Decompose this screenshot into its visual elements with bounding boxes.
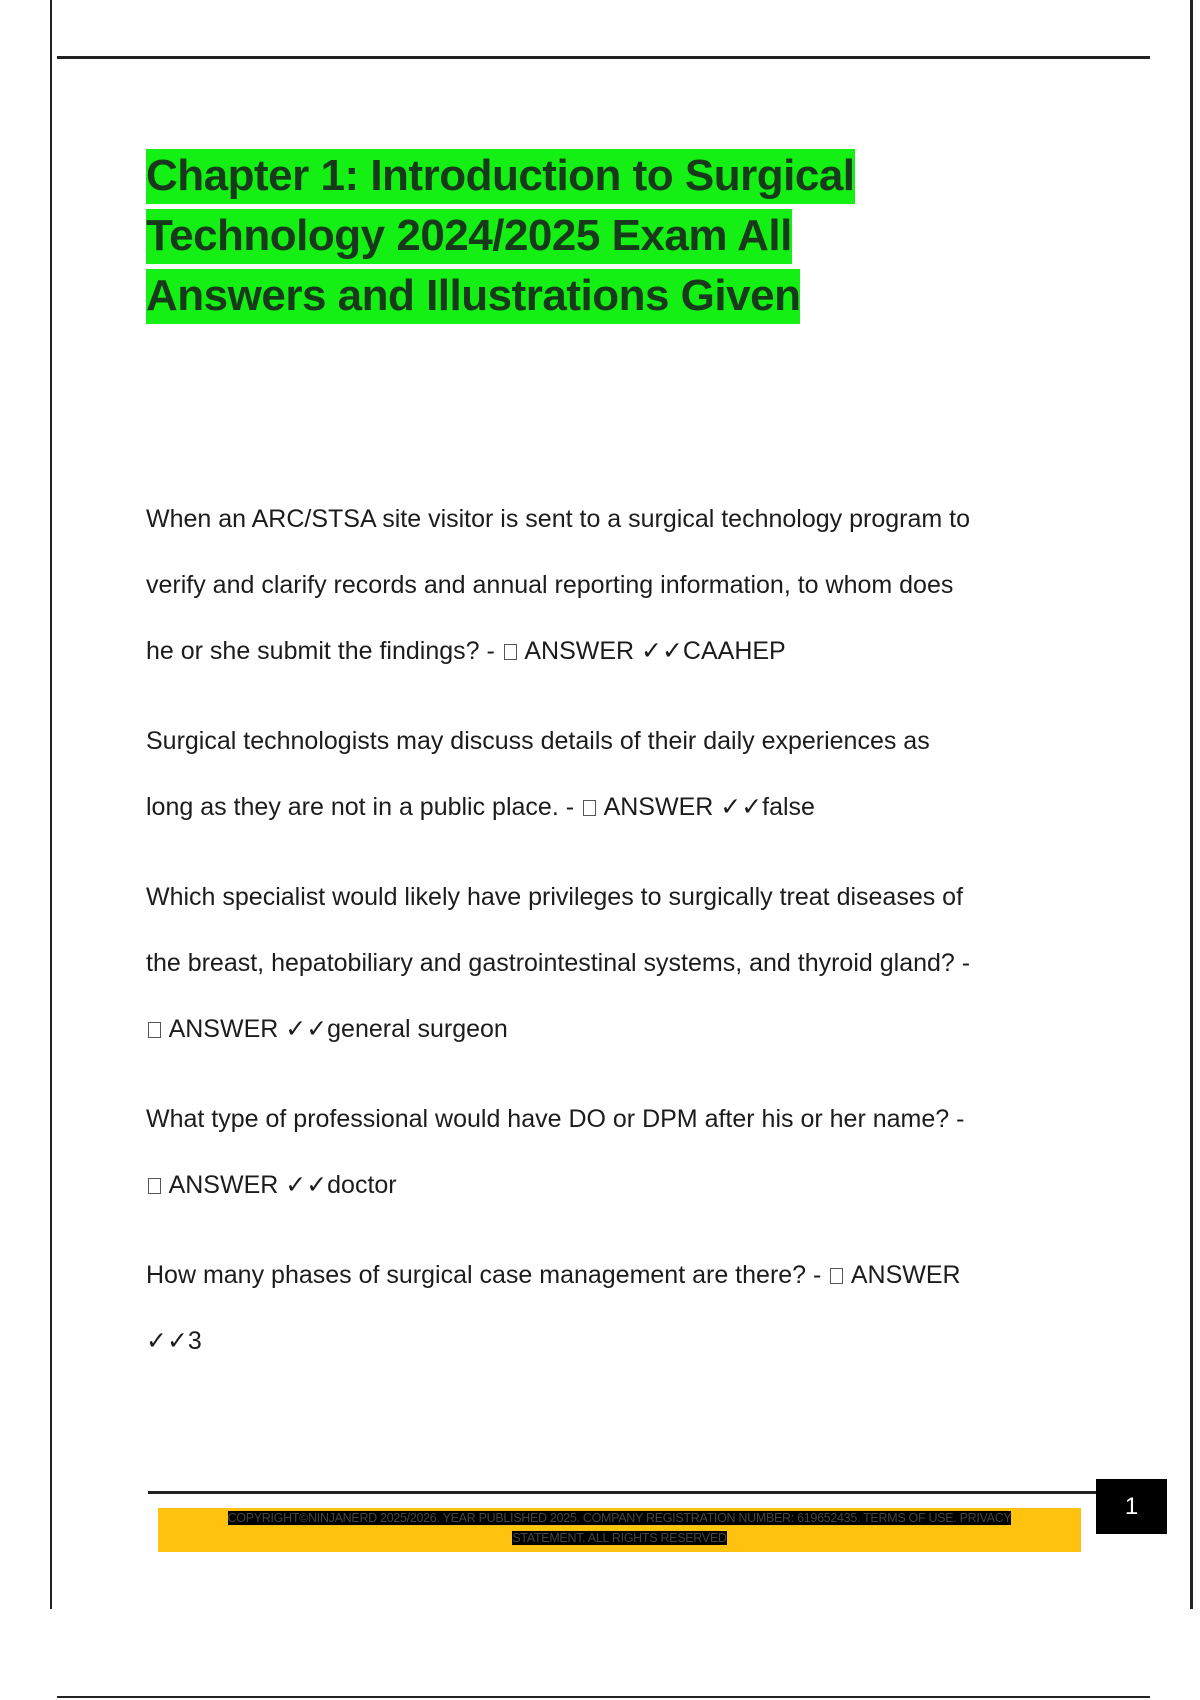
question-list <box>146 486 1106 1398</box>
answer: ANSWER <box>850 1261 961 1289</box>
page-left-border <box>50 0 52 1609</box>
document-title <box>146 146 855 326</box>
missing-glyph-icon <box>830 1268 843 1284</box>
answer: ANSWER ✓✓false <box>603 793 815 821</box>
question-text: he or she submit the findings? - <box>146 637 495 665</box>
page-number: 1 <box>1096 1479 1167 1534</box>
header-rule <box>57 56 1150 59</box>
question-text: When an ARC/STSA site visitor is sent to a surgical technology program to <box>146 505 970 533</box>
answer: ANSWER ✓✓CAAHEP <box>524 637 786 665</box>
missing-glyph-icon <box>504 644 517 660</box>
question-text: the breast, hepatobiliary and gastrointestinal systems, and thyroid gland? - <box>146 949 971 977</box>
question-item <box>146 864 1106 1062</box>
missing-glyph-icon <box>583 800 596 816</box>
missing-glyph-icon <box>148 1022 161 1038</box>
answer: ✓✓3 <box>146 1327 202 1355</box>
question-item <box>146 1242 1106 1374</box>
title-line: Answers and Illustrations Given <box>146 269 800 324</box>
page-right-border <box>1190 0 1193 1609</box>
copyright-text: COPYRIGHT©NINJANERD 2025/2026. YEAR PUBLISHED 2025. COMPANY REGISTRATION NUMBER: 619652435. TERMS OF USE. PRIVACY <box>227 1511 1012 1525</box>
footer-rule <box>148 1491 1098 1494</box>
question-text: Surgical technologists may discuss details of their daily experiences as <box>146 727 930 755</box>
title-line: Chapter 1: Introduction to Surgical <box>146 149 855 204</box>
question-text: Which specialist would likely have privileges to surgically treat diseases of <box>146 883 964 911</box>
question-item <box>146 486 1106 684</box>
answer: ANSWER ✓✓doctor <box>168 1171 397 1199</box>
question-item <box>146 1086 1106 1218</box>
question-item <box>146 708 1106 840</box>
missing-glyph-icon <box>148 1178 161 1194</box>
question-text: verify and clarify records and annual reporting information, to whom does <box>146 571 954 599</box>
copyright-text: STATEMENT. ALL RIGHTS RESERVED <box>512 1531 727 1545</box>
title-line: Technology 2024/2025 Exam All <box>146 209 792 264</box>
question-text: long as they are not in a public place. - <box>146 793 575 821</box>
copyright-footer <box>158 1508 1081 1552</box>
next-page-rule <box>57 1696 1150 1698</box>
question-text: What type of professional would have DO or DPM after his or her name? - <box>146 1105 965 1133</box>
answer: ANSWER ✓✓general surgeon <box>168 1015 508 1043</box>
question-text: How many phases of surgical case management are there? - <box>146 1261 822 1289</box>
